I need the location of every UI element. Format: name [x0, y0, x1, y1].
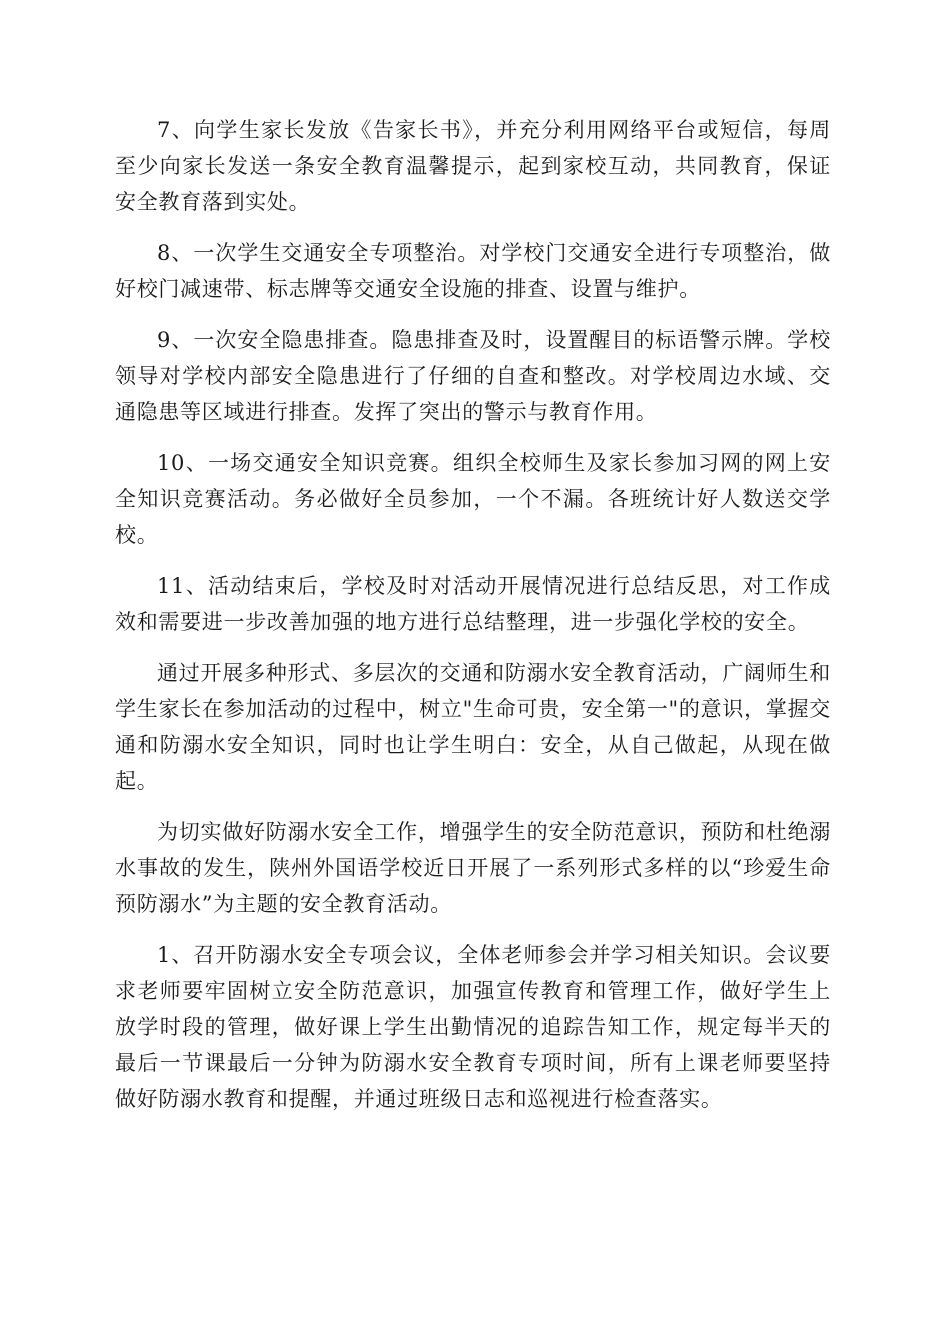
paragraph-item-10: 10、一场交通安全知识竞赛。组织全校师生及家长参加习网的网上安全知识竞赛活动。务必做好全员参加，一个不漏。各班统计好人数送交学校。 [115, 451, 831, 547]
paragraph-item-9: 9、一次安全隐患排查。隐患排查及时，设置醒目的标语警示牌。学校领导对学校内部安全隐患进行了仔细的自查和整改。对学校周边水域、交通隐患等区域进行排查。发挥了突出的警示与教育作用。 [115, 328, 831, 424]
paragraph-item-1: 1、召开防溺水安全专项会议，全体老师参会并学习相关知识。会议要求老师要牢固树立安全防范意识，加强宣传教育和管理工作，做好学生上放学时段的管理，做好课上学生出勤情况的追踪告知工作，规定每半天的最后一节课最后一分钟为防溺水安全教育专项时间，所有上课老师要坚持做好防溺水教育和提醒，并通过班级日志和巡视进行检查落实。 [115, 943, 831, 1111]
paragraph-summary: 通过开展多种形式、多层次的交通和防溺水安全教育活动，广阔师生和学生家长在参加活动的过程中，树立"生命可贵，安全第一"的意识，掌握交通和防溺水安全知识，同时也让学生明白：安全，从自己做起，从现在做起。 [115, 661, 831, 793]
paragraph-item-11: 11、活动结束后，学校及时对活动开展情况进行总结反思，对工作成效和需要进一步改善加强的地方进行总结整理，进一步强化学校的安全。 [115, 574, 831, 634]
document-body [115, 112, 831, 1132]
paragraph-item-7: 7、向学生家长发放《告家长书》，并充分利用网络平台或短信，每周至少向家长发送一条安全教育温馨提示，起到家校互动，共同教育，保证安全教育落到实处。 [115, 118, 831, 214]
paragraph-item-8: 8、一次学生交通安全专项整治。对学校门交通安全进行专项整治，做好校门减速带、标志牌等交通安全设施的排查、设置与维护。 [115, 241, 831, 301]
paragraph-intro: 为切实做好防溺水安全工作，增强学生的安全防范意识，预防和杜绝溺水事故的发生，陕州外国语学校近日开展了一系列形式多样的以“珍爱生命预防溺水”为主题的安全教育活动。 [115, 820, 831, 916]
